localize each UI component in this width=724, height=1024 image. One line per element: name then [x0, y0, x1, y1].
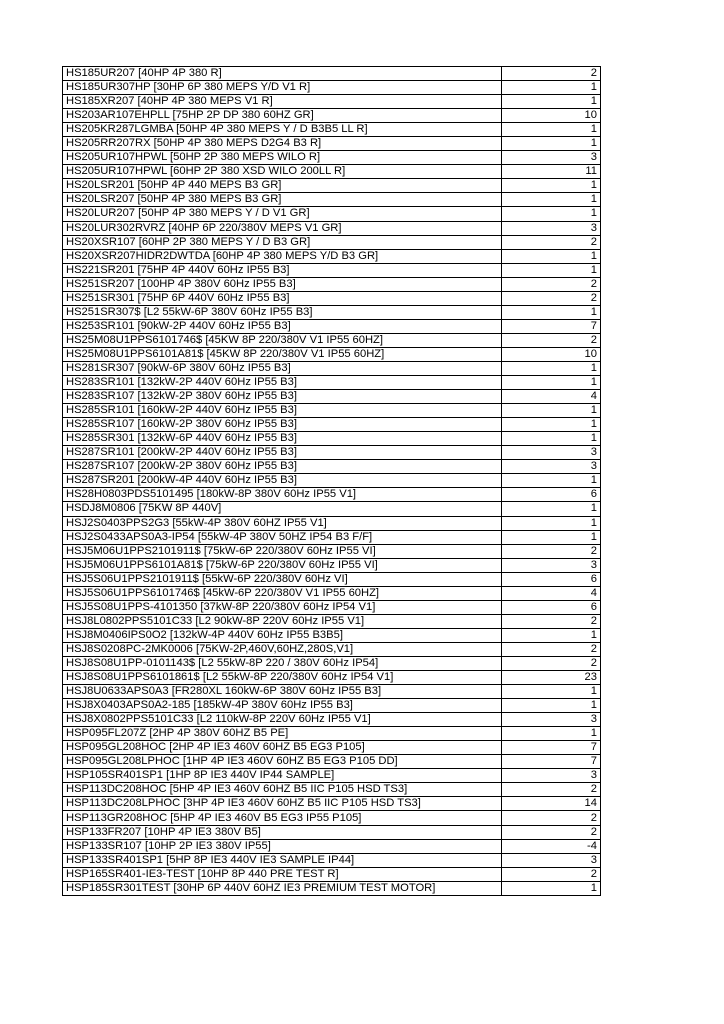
- table-row: [63, 516, 601, 530]
- item-quantity-cell: 2: [502, 544, 601, 558]
- item-quantity-cell: 2: [502, 277, 601, 291]
- table-row: [63, 305, 601, 319]
- table-row: [63, 81, 601, 95]
- item-description-cell: HS20XSR107 [60HP 2P 380 MEPS Y / D B3 GR]: [63, 235, 502, 249]
- item-description-cell: HSP113GR208HOC [5HP 4P IE3 460V B5 EG3 IP55 P105]: [63, 811, 502, 825]
- table-row: [63, 614, 601, 628]
- table-row: [63, 502, 601, 516]
- table-row: [63, 656, 601, 670]
- item-description-cell: HS205RR207RX [50HP 4P 380 MEPS D2G4 B3 R]: [63, 137, 502, 151]
- item-quantity-cell: 14: [502, 797, 601, 811]
- item-description-cell: HS283SR101 [132kW-2P 440V 60Hz IP55 B3]: [63, 376, 502, 390]
- table-row: [63, 109, 601, 123]
- table-row: [63, 797, 601, 811]
- item-quantity-cell: 1: [502, 95, 601, 109]
- item-description-cell: HS221SR201 [75HP 4P 440V 60Hz IP55 B3]: [63, 263, 502, 277]
- item-quantity-cell: 1: [502, 81, 601, 95]
- inventory-table-body: [63, 67, 601, 896]
- item-quantity-cell: 3: [502, 221, 601, 235]
- table-row: [63, 881, 601, 895]
- item-quantity-cell: 7: [502, 755, 601, 769]
- item-quantity-cell: 2: [502, 656, 601, 670]
- table-row: [63, 221, 601, 235]
- table-row: [63, 137, 601, 151]
- table-row: [63, 783, 601, 797]
- table-row: [63, 123, 601, 137]
- item-description-cell: HS253SR101 [90kW-2P 440V 60Hz IP55 B3]: [63, 319, 502, 333]
- item-quantity-cell: 1: [502, 516, 601, 530]
- table-row: [63, 460, 601, 474]
- item-description-cell: HSP113DC208HOC [5HP 4P IE3 460V 60HZ B5 IIC P105 HSD TS3]: [63, 783, 502, 797]
- table-row: [63, 277, 601, 291]
- item-description-cell: HSJ8L0802PPS5101C33 [L2 90kW-8P 220V 60Hz IP55 V1]: [63, 614, 502, 628]
- item-quantity-cell: 10: [502, 347, 601, 361]
- item-quantity-cell: 1: [502, 249, 601, 263]
- item-description-cell: HS285SR101 [160kW-2P 440V 60Hz IP55 B3]: [63, 404, 502, 418]
- item-description-cell: HS20LUR302RVRZ [40HP 6P 220/380V MEPS V1 GR]: [63, 221, 502, 235]
- item-description-cell: HSJ5M06U1PPS6101A81$ [75kW-6P 220/380V 60Hz IP55 VI]: [63, 558, 502, 572]
- item-description-cell: HSJ5S08U1PPS-4101350 [37kW-8P 220/380V 60Hz IP54 V1]: [63, 600, 502, 614]
- item-quantity-cell: 1: [502, 179, 601, 193]
- item-quantity-cell: 1: [502, 305, 601, 319]
- item-description-cell: HS25M08U1PPS6101746$ [45KW 8P 220/380V V1 IP55 60HZ]: [63, 333, 502, 347]
- table-row: [63, 544, 601, 558]
- item-quantity-cell: 3: [502, 151, 601, 165]
- item-description-cell: HS251SR307$ [L2 55kW-6P 380V 60Hz IP55 B3]: [63, 305, 502, 319]
- table-row: [63, 713, 601, 727]
- table-row: [63, 390, 601, 404]
- item-description-cell: HSJ5S06U1PPS2101911$ [55kW-6P 220/380V 60Hz VI]: [63, 572, 502, 586]
- item-description-cell: HS20LUR207 [50HP 4P 380 MEPS Y / D V1 GR]: [63, 207, 502, 221]
- item-description-cell: HS283SR107 [132kW-2P 380V 60Hz IP55 B3]: [63, 390, 502, 404]
- item-description-cell: HSP133FR207 [10HP 4P IE3 380V B5]: [63, 825, 502, 839]
- item-quantity-cell: 7: [502, 319, 601, 333]
- item-quantity-cell: 11: [502, 165, 601, 179]
- item-quantity-cell: 2: [502, 825, 601, 839]
- table-row: [63, 165, 601, 179]
- table-row: [63, 404, 601, 418]
- item-quantity-cell: 1: [502, 207, 601, 221]
- item-quantity-cell: 3: [502, 446, 601, 460]
- item-description-cell: HSJ2S0403PPS2G3 [55kW-4P 380V 60HZ IP55 V1]: [63, 516, 502, 530]
- table-row: [63, 151, 601, 165]
- item-quantity-cell: 6: [502, 488, 601, 502]
- item-quantity-cell: 1: [502, 530, 601, 544]
- item-description-cell: HSJ5M06U1PPS2101911$ [75kW-6P 220/380V 60Hz IP55 VI]: [63, 544, 502, 558]
- item-quantity-cell: 2: [502, 783, 601, 797]
- table-row: [63, 319, 601, 333]
- item-description-cell: HS287SR101 [200kW-2P 440V 60Hz IP55 B3]: [63, 446, 502, 460]
- item-description-cell: HSP095GL208HOC [2HP 4P IE3 460V 60HZ B5 EG3 P105]: [63, 741, 502, 755]
- table-row: [63, 95, 601, 109]
- table-row: [63, 249, 601, 263]
- table-row: [63, 418, 601, 432]
- item-description-cell: HS287SR107 [200kW-2P 380V 60Hz IP55 B3]: [63, 460, 502, 474]
- item-quantity-cell: 2: [502, 67, 601, 81]
- table-row: [63, 67, 601, 81]
- item-description-cell: HSP105SR401SP1 [1HP 8P IE3 440V IP44 SAMPLE]: [63, 769, 502, 783]
- item-quantity-cell: -4: [502, 839, 601, 853]
- item-description-cell: HS20LSR201 [50HP 4P 440 MEPS B3 GR]: [63, 179, 502, 193]
- item-quantity-cell: 1: [502, 193, 601, 207]
- item-quantity-cell: 1: [502, 474, 601, 488]
- item-quantity-cell: 3: [502, 853, 601, 867]
- table-row: [63, 291, 601, 305]
- item-description-cell: HS28H0803PDS5101495 [180kW-8P 380V 60Hz IP55 V1]: [63, 488, 502, 502]
- table-row: [63, 558, 601, 572]
- item-quantity-cell: 6: [502, 572, 601, 586]
- item-description-cell: HSP113DC208LPHOC [3HP 4P IE3 460V 60HZ B5 IIC P105 HSD TS3]: [63, 797, 502, 811]
- table-row: [63, 699, 601, 713]
- item-quantity-cell: 3: [502, 713, 601, 727]
- table-row: [63, 769, 601, 783]
- table-row: [63, 628, 601, 642]
- item-description-cell: HS185UR207 [40HP 4P 380 R]: [63, 67, 502, 81]
- item-quantity-cell: 1: [502, 137, 601, 151]
- table-row: [63, 235, 601, 249]
- item-description-cell: HS251SR207 [100HP 4P 380V 60Hz IP55 B3]: [63, 277, 502, 291]
- table-row: [63, 263, 601, 277]
- table-row: [63, 755, 601, 769]
- item-quantity-cell: 1: [502, 881, 601, 895]
- table-row: [63, 685, 601, 699]
- item-description-cell: HSJ8M0406IPS0O2 [132kW-4P 440V 60Hz IP55 B3B5]: [63, 628, 502, 642]
- item-quantity-cell: 1: [502, 727, 601, 741]
- item-description-cell: HS285SR301 [132kW-6P 440V 60Hz IP55 B3]: [63, 432, 502, 446]
- item-quantity-cell: 2: [502, 867, 601, 881]
- item-description-cell: HSJ8X0802PPS5101C33 [L2 110kW-8P 220V 60Hz IP55 V1]: [63, 713, 502, 727]
- item-description-cell: HSJ8X0403APS0A2-185 [185kW-4P 380V 60Hz IP55 B3]: [63, 699, 502, 713]
- item-quantity-cell: 4: [502, 586, 601, 600]
- item-quantity-cell: 1: [502, 418, 601, 432]
- item-description-cell: HSJ5S06U1PPS6101746$ [45kW-6P 220/380V V1 IP55 60HZ]: [63, 586, 502, 600]
- item-quantity-cell: 2: [502, 642, 601, 656]
- item-description-cell: HSP133SR107 [10HP 2P IE3 380V IP55]: [63, 839, 502, 853]
- item-quantity-cell: 2: [502, 291, 601, 305]
- item-quantity-cell: 6: [502, 600, 601, 614]
- table-row: [63, 179, 601, 193]
- item-quantity-cell: 2: [502, 811, 601, 825]
- item-description-cell: HSJ2S0433APS0A3-IP54 [55kW-4P 380V 50HZ IP54 B3 F/F]: [63, 530, 502, 544]
- item-description-cell: HS185XR207 [40HP 4P 380 MEPS V1 R]: [63, 95, 502, 109]
- inventory-table: [62, 66, 601, 896]
- table-row: [63, 474, 601, 488]
- item-description-cell: HS205UR107HPWL [50HP 2P 380 MEPS WILO R]: [63, 151, 502, 165]
- table-row: [63, 361, 601, 375]
- item-description-cell: HS205KR287LGMBA [50HP 4P 380 MEPS Y / D B3B5 LL R]: [63, 123, 502, 137]
- table-row: [63, 432, 601, 446]
- item-quantity-cell: 1: [502, 502, 601, 516]
- item-description-cell: HSP095FL207Z [2HP 4P 380V 60HZ B5 PE]: [63, 727, 502, 741]
- table-row: [63, 867, 601, 881]
- item-quantity-cell: 1: [502, 263, 601, 277]
- item-description-cell: HSJ8S08U1PPS6101861$ [L2 55kW-8P 220/380V 60Hz IP54 V1]: [63, 671, 502, 685]
- table-row: [63, 741, 601, 755]
- item-quantity-cell: 2: [502, 333, 601, 347]
- item-quantity-cell: 2: [502, 235, 601, 249]
- table-row: [63, 671, 601, 685]
- item-quantity-cell: 1: [502, 123, 601, 137]
- item-quantity-cell: 3: [502, 460, 601, 474]
- item-quantity-cell: 1: [502, 361, 601, 375]
- item-description-cell: HSDJ8M0806 [75KW 8P 440V]: [63, 502, 502, 516]
- table-row: [63, 347, 601, 361]
- item-description-cell: HS251SR301 [75HP 6P 440V 60Hz IP55 B3]: [63, 291, 502, 305]
- item-description-cell: HS287SR201 [200kW-4P 440V 60Hz IP55 B3]: [63, 474, 502, 488]
- item-description-cell: HSJ8U0633APS0A3 [FR280XL 160kW-6P 380V 60Hz IP55 B3]: [63, 685, 502, 699]
- item-quantity-cell: 1: [502, 628, 601, 642]
- item-quantity-cell: 2: [502, 614, 601, 628]
- item-description-cell: HSP095GL208LPHOC [1HP 4P IE3 460V 60HZ B5 EG3 P105 DD]: [63, 755, 502, 769]
- item-quantity-cell: 1: [502, 432, 601, 446]
- table-row: [63, 811, 601, 825]
- item-quantity-cell: 1: [502, 699, 601, 713]
- table-row: [63, 572, 601, 586]
- item-quantity-cell: 1: [502, 376, 601, 390]
- item-description-cell: HS185UR307HP [30HP 6P 380 MEPS Y/D V1 R]: [63, 81, 502, 95]
- item-description-cell: HS285SR107 [160kW-2P 380V 60Hz IP55 B3]: [63, 418, 502, 432]
- item-description-cell: HSJ8S0208PC-2MK0006 [75KW-2P,460V,60HZ,280S,V1]: [63, 642, 502, 656]
- item-description-cell: HS25M08U1PPS6101A81$ [45KW 8P 220/380V V1 IP55 60HZ]: [63, 347, 502, 361]
- item-description-cell: HS281SR307 [90kW-6P 380V 60Hz IP55 B3]: [63, 361, 502, 375]
- item-description-cell: HS20LSR207 [50HP 4P 380 MEPS B3 GR]: [63, 193, 502, 207]
- item-quantity-cell: 1: [502, 685, 601, 699]
- table-row: [63, 376, 601, 390]
- table-row: [63, 333, 601, 347]
- table-row: [63, 446, 601, 460]
- item-quantity-cell: 23: [502, 671, 601, 685]
- item-quantity-cell: 4: [502, 390, 601, 404]
- table-row: [63, 853, 601, 867]
- item-quantity-cell: 1: [502, 404, 601, 418]
- item-description-cell: HS203AR107EHPLL [75HP 2P DP 380 60HZ GR]: [63, 109, 502, 123]
- item-description-cell: HSP165SR401-IE3-TEST [10HP 8P 440 PRE TEST R]: [63, 867, 502, 881]
- table-row: [63, 207, 601, 221]
- table-row: [63, 825, 601, 839]
- item-description-cell: HSJ8S08U1PP-0101143$ [L2 55kW-8P 220 / 380V 60Hz IP54]: [63, 656, 502, 670]
- table-row: [63, 586, 601, 600]
- item-description-cell: HSP133SR401SP1 [5HP 8P IE3 440V IE3 SAMPLE IP44]: [63, 853, 502, 867]
- item-quantity-cell: 10: [502, 109, 601, 123]
- item-description-cell: HS205UR107HPWL [60HP 2P 380 XSD WILO 200LL R]: [63, 165, 502, 179]
- table-row: [63, 727, 601, 741]
- table-row: [63, 193, 601, 207]
- item-description-cell: HSP185SR301TEST [30HP 6P 440V 60HZ IE3 PREMIUM TEST MOTOR]: [63, 881, 502, 895]
- table-row: [63, 530, 601, 544]
- item-quantity-cell: 7: [502, 741, 601, 755]
- table-row: [63, 488, 601, 502]
- item-description-cell: HS20XSR207HIDR2DWTDA [60HP 4P 380 MEPS Y/D B3 GR]: [63, 249, 502, 263]
- table-row: [63, 839, 601, 853]
- item-quantity-cell: 3: [502, 769, 601, 783]
- item-quantity-cell: 3: [502, 558, 601, 572]
- table-row: [63, 600, 601, 614]
- table-row: [63, 642, 601, 656]
